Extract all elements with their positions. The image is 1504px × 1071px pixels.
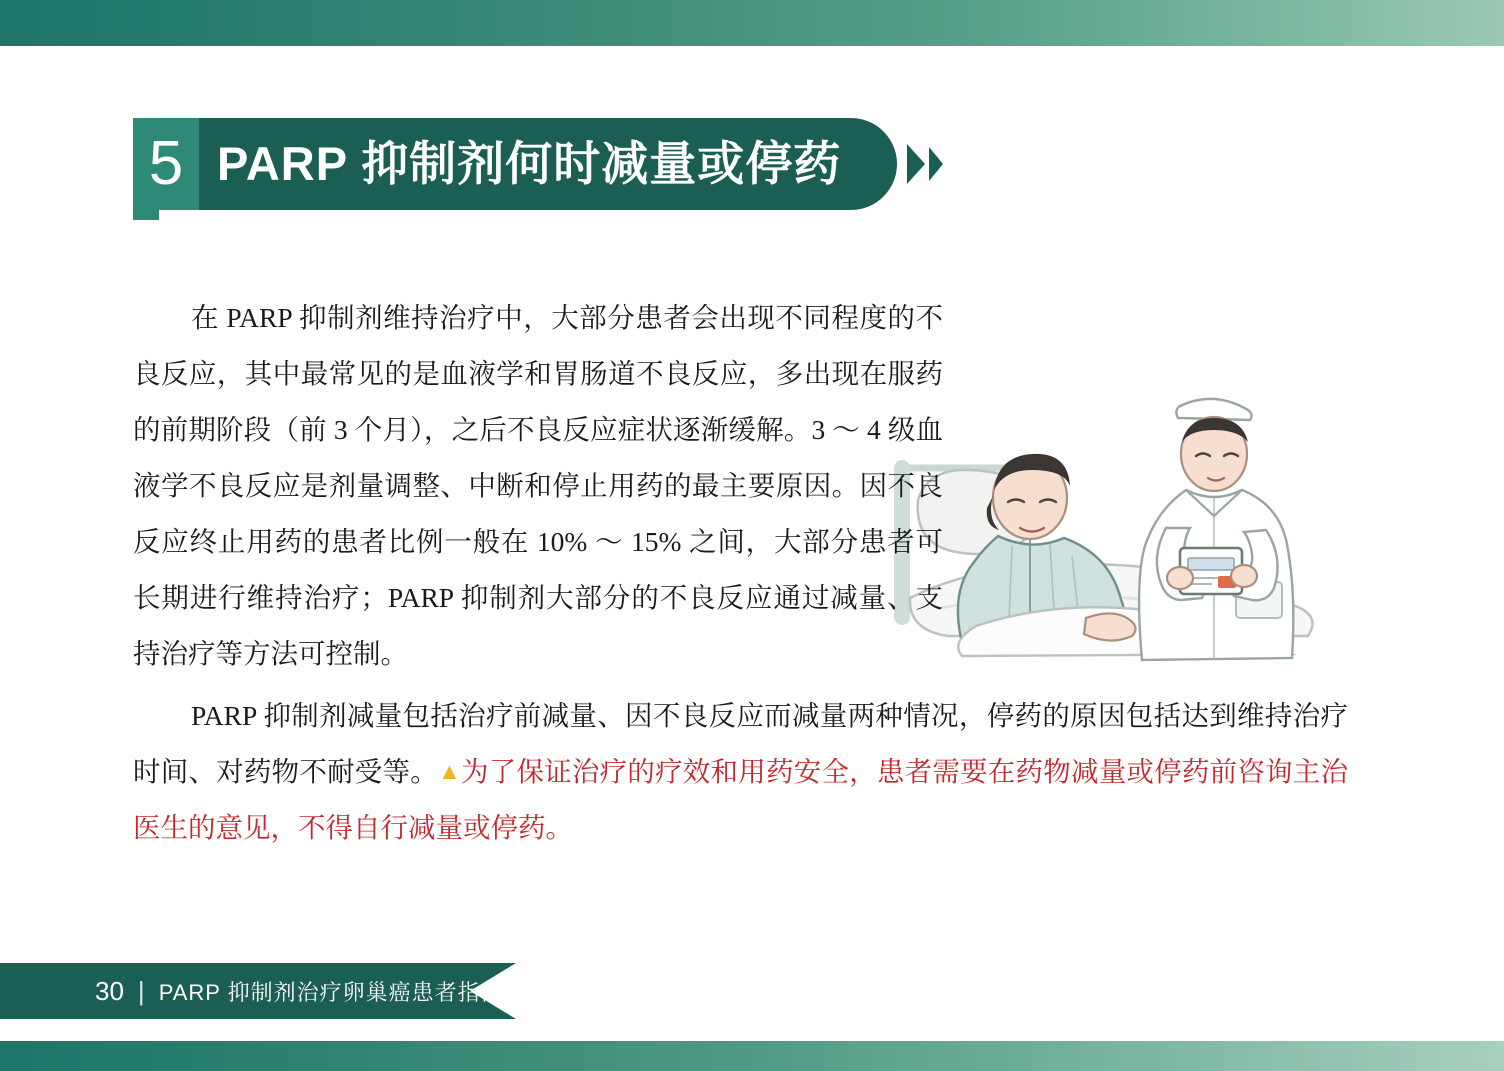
paragraph-2-warning-text: 为了保证治疗的疗效和用药安全，患者需要在药物减量或停药前咨询主治医生的意见，不得自行减量或停药。	[133, 756, 1349, 843]
chevron-right-icon-small	[929, 147, 943, 181]
section-number: 5	[133, 118, 199, 210]
bottom-decorative-bar	[0, 1041, 1504, 1071]
page-title: PARP 抑制剂何时减量或停药	[199, 118, 897, 210]
top-decorative-bar	[0, 0, 1504, 46]
paragraph-2	[133, 688, 1348, 856]
warning-triangle-icon: ▲	[438, 759, 461, 784]
page-number: 30	[95, 975, 124, 1006]
footer-content	[0, 963, 504, 1019]
heading-arrow-group	[907, 118, 943, 210]
footer	[0, 963, 520, 1019]
footer-separator: |	[137, 975, 145, 1006]
paragraph-2-normal-text: PARP 抑制剂减量包括治疗前减量、因不良反应而减量两种情况，停药的原因包括达到维持治疗时间、对药物不耐受等。	[133, 700, 1348, 787]
article-body	[133, 290, 1348, 856]
paragraph-1: 在 PARP 抑制剂维持治疗中，大部分患者会出现不同程度的不良反应，其中最常见的是血液学和胃肠道不良反应，多出现在服药的前期阶段（前 3 个月），之后不良反应症状逐渐缓解。3 ～ 4 级血液学不良反应是剂量调整、中断和停止用药的最主要原因。因不良反应终止用药的患者比例一般在 10% ～ 15% 之间，大部分患者可长期进行维持治疗；PARP 抑制剂大部分的不良反应通过减量、支持治疗等方法可控制。	[133, 302, 943, 669]
chevron-right-icon	[907, 144, 925, 184]
section-heading	[133, 118, 943, 210]
book-title: PARP 抑制剂治疗卵巢癌患者指南	[158, 979, 504, 1005]
